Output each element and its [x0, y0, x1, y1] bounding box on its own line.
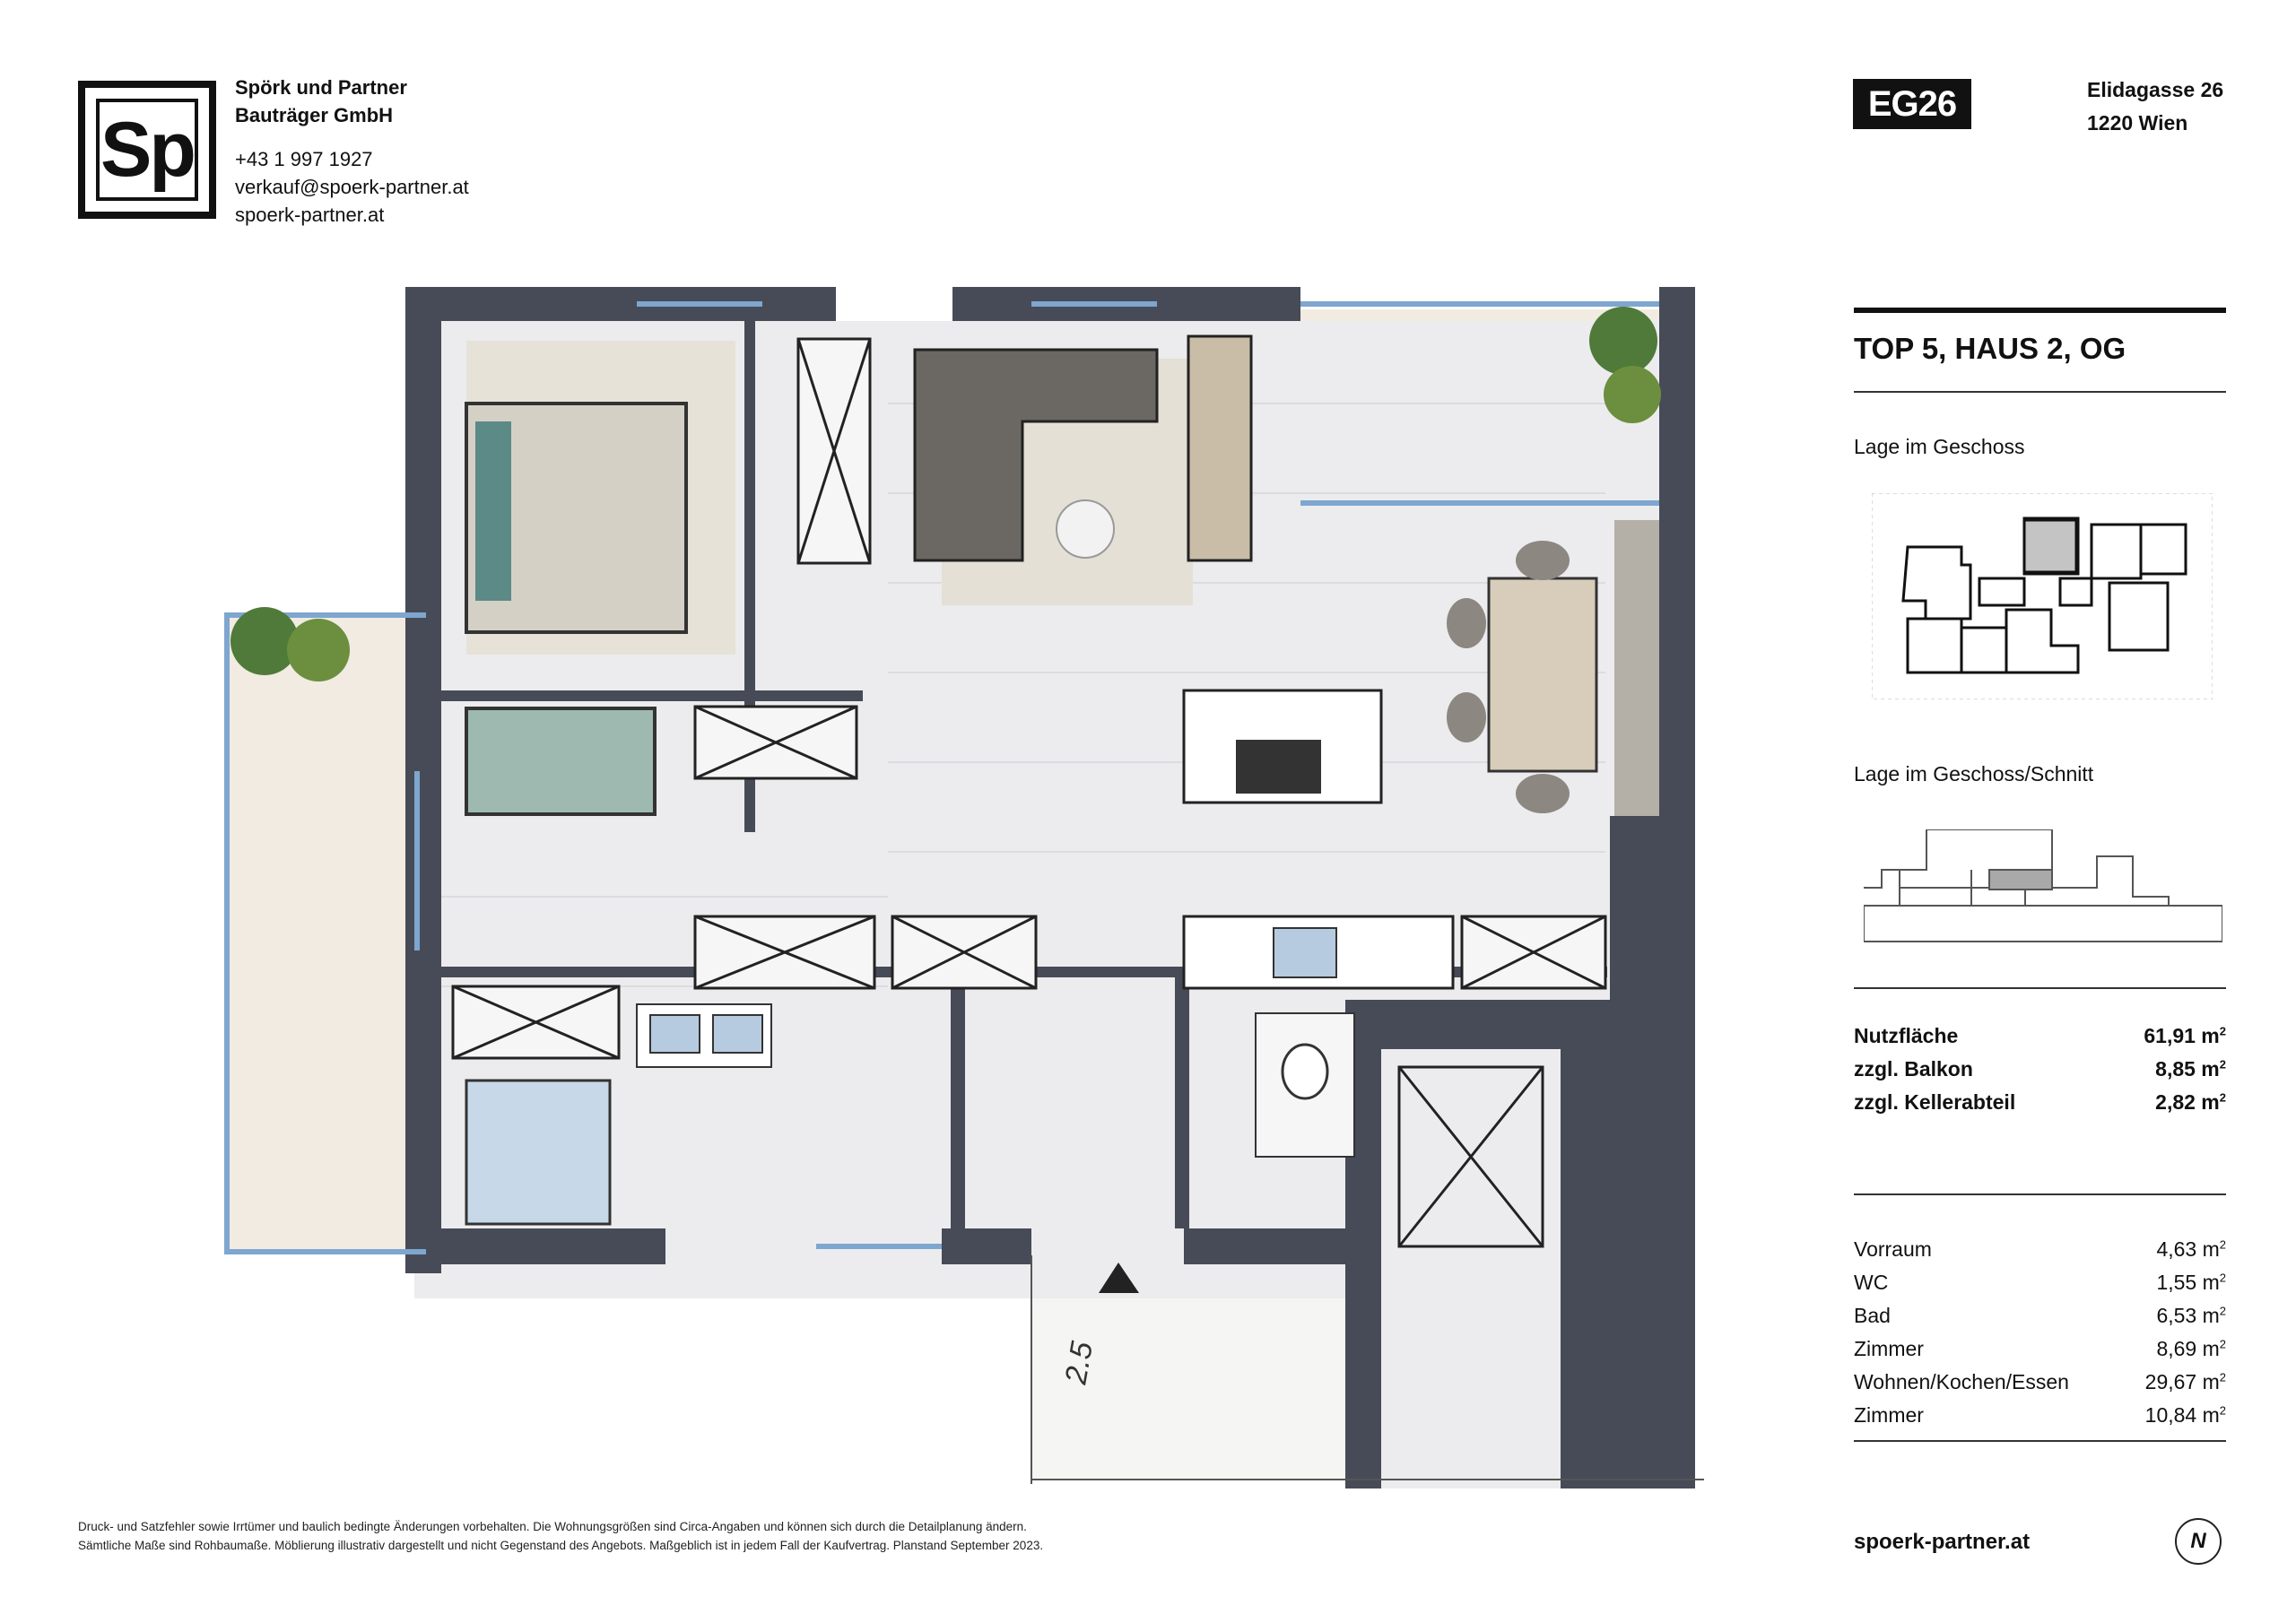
wall-right-upper	[1659, 287, 1695, 816]
building-block-3	[2006, 610, 2078, 673]
company-email[interactable]: verkauf@spoerk-partner.at	[235, 176, 469, 198]
divider	[1854, 391, 2226, 393]
window-bottom	[816, 1244, 942, 1249]
toilet	[1283, 1045, 1327, 1098]
room-label: Zimmer	[1854, 1337, 1924, 1360]
room-value: 29,67 $m^2$	[2144, 1370, 2226, 1393]
summary-value: 8,85 $m^2$	[2155, 1057, 2226, 1081]
window-top-3	[1300, 301, 1659, 307]
building-block-6	[2109, 583, 2168, 650]
room-label: WC	[1854, 1271, 1889, 1294]
summary-row-balkon	[1854, 1057, 2226, 1081]
disclaimer	[78, 1517, 1043, 1555]
partition-2	[441, 690, 863, 701]
room-label: Wohnen/Kochen/Essen	[1854, 1370, 2069, 1393]
window-terrace	[1300, 500, 1659, 506]
company-contact	[235, 145, 469, 229]
room-row	[1854, 1370, 2226, 1394]
logo-inner-frame	[96, 99, 198, 201]
room-row	[1854, 1271, 2226, 1295]
section-ground	[1864, 906, 2222, 942]
room-value: 10,84 $m^2$	[2144, 1403, 2226, 1427]
unit-badge: EG26	[1853, 79, 1971, 129]
wall-top-1	[405, 287, 836, 321]
storage-room	[1381, 1049, 1561, 1488]
north-arrow-icon: N	[2175, 1518, 2222, 1565]
company-name-line2: Bauträger GmbH	[235, 104, 394, 126]
label-lage-schnitt: Lage im Geschoss/Schnitt	[1854, 762, 2094, 785]
window-top-1	[637, 301, 762, 307]
bed-pillows	[475, 421, 511, 601]
room-row	[1854, 1304, 2226, 1328]
disclaimer-line1: Druck- und Satzfehler sowie Irrtümer und baulich bedingte Änderungen vorbehalten. Die Wohnungsgrößen sind Circa-Angaben und können sich durch die Detailplanung ändern.	[78, 1520, 1027, 1533]
room-value: 1,55 $m^2$	[2156, 1271, 2226, 1294]
cooktop	[1236, 740, 1321, 794]
partition-4	[951, 950, 965, 1237]
room-value: 6,53 $m^2$	[2156, 1304, 2226, 1327]
company-name-line1: Spörk und Partner	[235, 76, 407, 99]
logo-text: Sp	[100, 107, 194, 193]
summary-label: zzgl. Balkon	[1854, 1057, 1973, 1081]
room-value: 8,69 $m^2$	[2156, 1337, 2226, 1360]
room-row	[1854, 1337, 2226, 1361]
section-unit-highlight	[1989, 870, 2052, 890]
summary-value: 61,91 $m^2$	[2144, 1024, 2226, 1047]
single-bed	[466, 708, 655, 814]
room-label: Vorraum	[1854, 1237, 1932, 1261]
room-value: 4,63 $m^2$	[2156, 1237, 2226, 1261]
summary-row-kellerabteil	[1854, 1090, 2226, 1115]
building-block-1	[1903, 547, 1970, 619]
divider	[1854, 987, 2226, 989]
company-phone[interactable]: +43 1 997 1927	[235, 148, 373, 170]
label-lage-geschoss: Lage im Geschoss	[1854, 435, 2025, 458]
coffee-table	[1057, 500, 1114, 558]
company-logo	[78, 81, 216, 219]
tv-sideboard	[1188, 336, 1251, 560]
unit-address	[2087, 74, 2223, 140]
building-block-2	[1908, 619, 2006, 673]
divider	[1854, 1440, 2226, 1442]
divider	[1854, 1193, 2226, 1195]
summary-row-nutzflaeche	[1854, 1024, 2226, 1048]
title-rule	[1854, 308, 2226, 313]
summary-label: Nutzfläche	[1854, 1024, 1959, 1047]
room-row	[1854, 1403, 2226, 1428]
unit-highlight	[2024, 520, 2076, 572]
wall-left	[405, 287, 441, 1273]
terrace-left	[224, 614, 426, 1251]
bench	[1614, 520, 1659, 816]
dimension-label: 2.5	[1058, 1339, 1100, 1387]
company-web[interactable]: spoerk-partner.at	[235, 204, 385, 226]
location-plan-thumbnail	[1872, 493, 2213, 699]
address-street: Elidagasse 26	[2087, 78, 2224, 101]
summary-label: zzgl. Kellerabteil	[1854, 1090, 2016, 1114]
wall-bottom-1	[405, 1228, 665, 1264]
bathtub	[466, 1081, 610, 1224]
disclaimer-line2: Sämtliche Maße sind Rohbaumaße. Möblierung illustrativ dargestellt und nicht Gegenstand des Angebots. Maßgeblich ist in jedem Fall der Kaufvertrag. Planstand September 2023.	[78, 1539, 1044, 1552]
room-label: Zimmer	[1854, 1403, 1924, 1427]
section-outline	[1864, 829, 2222, 906]
unit-title: TOP 5, HAUS 2, OG	[1854, 332, 2126, 365]
summary-value: 2,82 $m^2$	[2155, 1090, 2226, 1114]
railing-left	[224, 614, 230, 1251]
section-thumbnail	[1864, 829, 2222, 955]
company-name	[235, 74, 407, 129]
room-label: Bad	[1854, 1304, 1891, 1327]
kitchen-sink	[1274, 928, 1336, 977]
address-city: 1220 Wien	[2087, 111, 2188, 135]
wall-top-3	[1166, 287, 1300, 321]
building-connector	[1979, 578, 2092, 605]
dining-table	[1489, 578, 1596, 771]
window-left	[414, 771, 420, 950]
room-row	[1854, 1237, 2226, 1262]
railing-left-bottom	[224, 1249, 426, 1254]
partition-5	[1175, 977, 1189, 1228]
building-block-5	[2092, 525, 2186, 578]
bath-sinks	[637, 1004, 771, 1067]
window-top-2	[1031, 301, 1157, 307]
footer-url[interactable]: spoerk-partner.at	[1854, 1530, 2031, 1554]
floor-plan	[206, 269, 1731, 1488]
